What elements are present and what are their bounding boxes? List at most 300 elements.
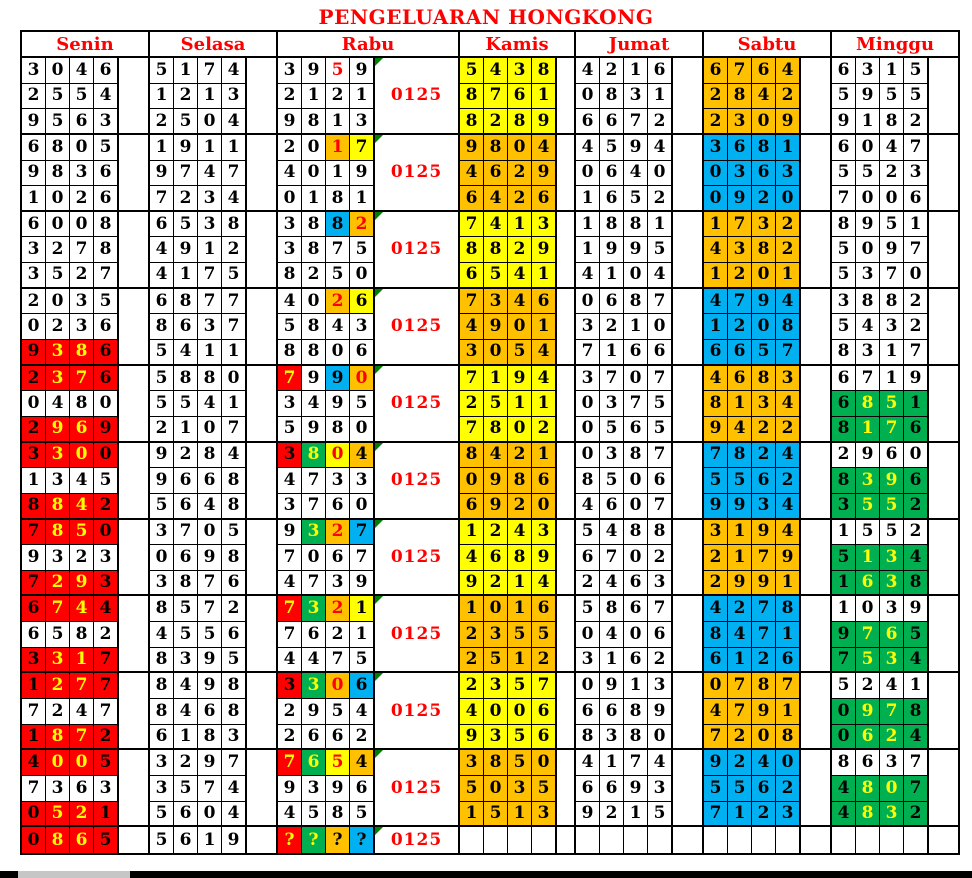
digit-cell: 8 [624, 699, 648, 725]
digit-cell: 6 [624, 596, 648, 622]
digit-cell: 3 [856, 58, 880, 84]
day-block-minggu [830, 32, 958, 853]
digit-cell: 4 [70, 596, 94, 622]
digit-cell: 3 [904, 161, 928, 187]
digit-cell: 7 [904, 776, 928, 802]
digit-cell: 2 [484, 571, 508, 597]
digit-cell: 6 [460, 494, 484, 520]
digit-cell: 5 [648, 802, 672, 828]
digit-cell: 0 [576, 443, 600, 469]
digit-cell: 1 [174, 263, 198, 289]
digit-cell: 9 [46, 417, 70, 443]
digit-cell: 4 [648, 135, 672, 161]
digit-cell: 1 [880, 58, 904, 84]
digit-cell: 2 [326, 289, 350, 315]
digit-cell: 3 [46, 366, 70, 392]
digit-cell: 3 [728, 161, 752, 187]
digit-cell: 9 [856, 699, 880, 725]
digit-cell: 8 [326, 417, 350, 443]
digit-cell: 3 [278, 443, 302, 469]
digit-cell: 5 [46, 84, 70, 110]
digit-cell: 5 [222, 520, 246, 546]
digit-cell: 9 [222, 827, 246, 853]
digit-cell: 3 [22, 648, 46, 674]
digit-cell [576, 827, 600, 853]
digit-cell: 0 [484, 699, 508, 725]
digit-cell: 8 [222, 545, 246, 571]
digit-cell [856, 827, 880, 853]
digit-cell: 8 [460, 84, 484, 110]
digit-cell: 6 [752, 468, 776, 494]
digit-cell: 6 [532, 725, 556, 751]
digit-cell: 3 [484, 289, 508, 315]
digit-cell: 4 [94, 596, 118, 622]
digit-cell: 8 [460, 237, 484, 263]
digit-cell: 4 [704, 366, 728, 392]
digit-cell: 5 [94, 468, 118, 494]
digit-cell: 2 [776, 212, 800, 238]
digit-cell: 2 [752, 648, 776, 674]
digit-cell: 5 [856, 161, 880, 187]
code-cell [374, 827, 458, 853]
digit-cell: 8 [484, 135, 508, 161]
digit-cell: 9 [752, 289, 776, 315]
digit-cell: 3 [880, 648, 904, 674]
digit-cell [600, 827, 624, 853]
digit-cell: 6 [22, 596, 46, 622]
digit-cell: 7 [624, 391, 648, 417]
digit-cell: 5 [94, 289, 118, 315]
digit-cell: 9 [22, 161, 46, 187]
digit-cell: 4 [484, 212, 508, 238]
digit-cell: 0 [576, 622, 600, 648]
digit-cell: 5 [508, 673, 532, 699]
digit-cell: 9 [776, 109, 800, 135]
digit-cell: 0 [752, 314, 776, 340]
digit-cell: 1 [532, 84, 556, 110]
digit-cell: 3 [302, 776, 326, 802]
digit-cell: 7 [752, 596, 776, 622]
digit-cell: 2 [302, 263, 326, 289]
digit-cell: 5 [832, 545, 856, 571]
digit-cell: 0 [198, 417, 222, 443]
digit-cell: 9 [278, 776, 302, 802]
digit-cell: 5 [150, 58, 174, 84]
digit-cell: 3 [70, 314, 94, 340]
digit-cell: 5 [484, 263, 508, 289]
digit-cell: 5 [350, 237, 374, 263]
spacer-cell [800, 750, 830, 827]
digit-cell: 4 [832, 776, 856, 802]
digit-cell: 2 [880, 161, 904, 187]
digit-cell [532, 827, 556, 853]
spacer-cell [672, 750, 702, 827]
digit-cell: 2 [278, 135, 302, 161]
digit-cell: 5 [94, 750, 118, 776]
digit-cell: 0 [752, 725, 776, 751]
digit-cell: 1 [174, 417, 198, 443]
digit-cell: 9 [856, 443, 880, 469]
digit-cell: 4 [532, 366, 556, 392]
digit-cell: 5 [904, 84, 928, 110]
digit-cell: 0 [70, 443, 94, 469]
digit-cell: 5 [278, 417, 302, 443]
spacer-cell [928, 520, 958, 597]
digit-cell: 2 [222, 237, 246, 263]
digit-cell: 3 [46, 443, 70, 469]
spacer-cell [672, 443, 702, 520]
digit-cell: 5 [728, 776, 752, 802]
digit-cell: 3 [222, 725, 246, 751]
digit-cell: 1 [508, 212, 532, 238]
digit-cell [704, 827, 728, 853]
spacer-cell [672, 135, 702, 212]
digit-cell: 4 [326, 314, 350, 340]
digit-cell: 0 [752, 109, 776, 135]
digit-cell: 2 [70, 263, 94, 289]
digit-cell: 1 [70, 648, 94, 674]
digit-cell: 0 [576, 391, 600, 417]
digit-cell: 4 [704, 237, 728, 263]
digit-cell: 1 [508, 802, 532, 828]
digit-cell: 3 [46, 648, 70, 674]
digit-cell: 0 [302, 135, 326, 161]
digit-cell: 6 [198, 468, 222, 494]
day-header-jumat: Jumat [576, 32, 702, 58]
digit-cell: 6 [460, 186, 484, 212]
digit-cell: 1 [704, 212, 728, 238]
digit-cell: 7 [22, 520, 46, 546]
spacer-cell [928, 366, 958, 443]
digit-cell: 8 [532, 58, 556, 84]
digit-cell: 1 [350, 596, 374, 622]
digit-cell: 8 [832, 750, 856, 776]
digit-cell: 1 [198, 237, 222, 263]
digit-cell: 3 [46, 468, 70, 494]
digit-cell: 7 [648, 596, 672, 622]
digit-cell: 4 [532, 340, 556, 366]
digit-cell: 3 [94, 109, 118, 135]
digit-cell: 7 [174, 161, 198, 187]
digit-cell: 8 [880, 109, 904, 135]
digit-cell: 4 [752, 750, 776, 776]
digit-cell: 4 [576, 494, 600, 520]
scrollbar-thumb[interactable] [18, 871, 130, 878]
digit-cell: 4 [532, 571, 556, 597]
digit-cell: 8 [70, 340, 94, 366]
spacer-cell [928, 135, 958, 212]
digit-cell: 8 [704, 622, 728, 648]
digit-cell: 2 [600, 58, 624, 84]
digit-cell: 7 [326, 237, 350, 263]
digit-cell: 9 [198, 750, 222, 776]
digit-cell: 8 [326, 212, 350, 238]
digit-cell: 1 [832, 571, 856, 597]
digit-cell: 5 [880, 84, 904, 110]
digit-cell: 4 [350, 699, 374, 725]
error-triangle-icon [375, 135, 383, 143]
digit-cell: 7 [460, 212, 484, 238]
spacer-cell [556, 135, 574, 212]
digit-cell: 0 [624, 468, 648, 494]
digit-cell: 5 [46, 109, 70, 135]
digit-cell: 1 [150, 135, 174, 161]
spacer-cell [672, 673, 702, 750]
digit-cell: 8 [624, 212, 648, 238]
digit-cell: 1 [624, 802, 648, 828]
digit-cell: 2 [576, 571, 600, 597]
digit-cell: 5 [880, 520, 904, 546]
digit-cell: 7 [728, 699, 752, 725]
digit-cell: 6 [94, 340, 118, 366]
digit-cell: 9 [532, 161, 556, 187]
spacer-cell [928, 58, 958, 135]
digit-cell: 3 [94, 571, 118, 597]
spacer-cell [928, 443, 958, 520]
digit-cell: 3 [278, 212, 302, 238]
spacer-cell [118, 212, 148, 289]
code-label: 0125 [390, 316, 443, 337]
code-label: 0125 [390, 162, 443, 183]
digit-cell: 7 [70, 725, 94, 751]
digit-cell: 9 [508, 366, 532, 392]
digit-cell: 2 [70, 802, 94, 828]
digit-cell: 6 [94, 314, 118, 340]
digit-cell: 7 [704, 725, 728, 751]
digit-cell: 6 [856, 725, 880, 751]
digit-cell: 0 [350, 417, 374, 443]
digit-cell: 9 [302, 699, 326, 725]
digit-cell: 7 [326, 648, 350, 674]
digit-cell [776, 827, 800, 853]
digit-cell: 2 [350, 212, 374, 238]
digit-cell: 8 [832, 468, 856, 494]
digit-cell: 8 [302, 443, 326, 469]
digit-cell: 6 [150, 289, 174, 315]
digit-cell: 8 [278, 263, 302, 289]
digit-cell: 9 [460, 725, 484, 751]
digit-cell: 7 [904, 750, 928, 776]
digit-cell: 1 [728, 648, 752, 674]
digit-cell: 1 [576, 212, 600, 238]
day-header-kamis: Kamis [460, 32, 574, 58]
digit-cell: 4 [508, 520, 532, 546]
digit-cell: 8 [576, 468, 600, 494]
digit-cell: 1 [222, 135, 246, 161]
spacer-cell [800, 135, 830, 212]
digit-cell: 8 [880, 289, 904, 315]
digit-cell: 6 [648, 58, 672, 84]
digit-cell: 8 [904, 571, 928, 597]
digit-cell: 5 [222, 263, 246, 289]
digit-cell: 6 [150, 212, 174, 238]
digit-cell: 0 [880, 186, 904, 212]
digit-cell: 9 [576, 802, 600, 828]
digit-cell: 7 [880, 263, 904, 289]
digit-cell: 5 [350, 391, 374, 417]
digit-cell: 0 [484, 340, 508, 366]
digit-cell: 0 [508, 135, 532, 161]
digit-cell: 9 [728, 571, 752, 597]
digit-cell: 7 [648, 443, 672, 469]
digit-cell: 3 [648, 571, 672, 597]
digit-cell: 6 [222, 571, 246, 597]
digit-cell: 6 [302, 725, 326, 751]
digit-cell: 6 [350, 673, 374, 699]
digit-cell: 8 [150, 648, 174, 674]
horizontal-scrollbar[interactable] [0, 871, 972, 878]
digit-cell: ? [326, 827, 350, 853]
digit-cell: 2 [904, 314, 928, 340]
digit-cell: 5 [508, 340, 532, 366]
digit-cell: 4 [460, 314, 484, 340]
digit-cell: 0 [576, 289, 600, 315]
digit-cell: 3 [150, 750, 174, 776]
digit-cell: 1 [624, 58, 648, 84]
digit-cell: 2 [326, 622, 350, 648]
digit-cell: 6 [460, 263, 484, 289]
digit-cell: 8 [856, 289, 880, 315]
digit-cell: 9 [832, 622, 856, 648]
digit-cell: 5 [460, 58, 484, 84]
digit-cell: 0 [22, 827, 46, 853]
digit-cell: 0 [46, 58, 70, 84]
spacer-cell [672, 827, 702, 853]
digit-cell: 1 [508, 648, 532, 674]
digit-cell: 5 [460, 776, 484, 802]
digit-cell: 8 [46, 827, 70, 853]
digit-cell: 9 [198, 648, 222, 674]
digit-cell: 8 [832, 212, 856, 238]
digit-cell: 9 [70, 571, 94, 597]
digit-cell: 8 [302, 109, 326, 135]
error-triangle-icon [375, 750, 383, 758]
digit-cell: 9 [22, 340, 46, 366]
digit-cell: 0 [46, 212, 70, 238]
spacer-cell [800, 443, 830, 520]
digit-cell: 1 [904, 673, 928, 699]
digit-cell: 3 [278, 494, 302, 520]
digit-cell: 2 [776, 84, 800, 110]
digit-cell: 7 [350, 520, 374, 546]
digit-cell: 6 [904, 186, 928, 212]
digit-cell: 4 [460, 161, 484, 187]
digit-cell: 0 [222, 366, 246, 392]
digit-cell: 8 [94, 237, 118, 263]
digit-cell: 1 [508, 391, 532, 417]
digit-cell: 2 [94, 494, 118, 520]
digit-cell: 0 [904, 443, 928, 469]
digit-cell: 3 [752, 391, 776, 417]
digit-cell: 4 [278, 161, 302, 187]
spacer-cell [118, 443, 148, 520]
digit-cell: 2 [46, 237, 70, 263]
digit-cell: 2 [728, 750, 752, 776]
digit-cell: 3 [350, 468, 374, 494]
code-cell [374, 135, 458, 212]
digit-cell: 2 [46, 699, 70, 725]
digit-cell: 1 [460, 520, 484, 546]
digit-cell: 5 [752, 340, 776, 366]
digit-cell: 2 [350, 725, 374, 751]
digit-cell: 7 [776, 340, 800, 366]
digit-cell: 0 [576, 417, 600, 443]
digit-cell [460, 827, 484, 853]
digit-cell: 7 [198, 596, 222, 622]
digit-cell: 7 [648, 494, 672, 520]
digit-cell: 5 [150, 391, 174, 417]
digit-cell: 3 [278, 391, 302, 417]
digit-cell: 3 [880, 596, 904, 622]
digit-cell: 3 [704, 135, 728, 161]
digit-cell: 9 [704, 494, 728, 520]
spacer-cell [246, 520, 276, 597]
digit-cell: 1 [728, 391, 752, 417]
digit-cell: 9 [278, 520, 302, 546]
digit-cell: 8 [46, 494, 70, 520]
digit-cell: 0 [532, 494, 556, 520]
digit-cell: 5 [832, 161, 856, 187]
digit-cell: 6 [752, 161, 776, 187]
digit-cell: 7 [278, 596, 302, 622]
digit-cell: 6 [648, 622, 672, 648]
digit-cell: 6 [880, 443, 904, 469]
digit-cell: 0 [624, 366, 648, 392]
day-block-selasa [148, 32, 276, 853]
digit-cell: 4 [460, 545, 484, 571]
day-block-senin [22, 32, 148, 853]
code-label: 0125 [390, 470, 443, 491]
digit-cell: 6 [174, 314, 198, 340]
digit-cell: 0 [508, 417, 532, 443]
digit-cell: 4 [704, 699, 728, 725]
digit-cell: 6 [22, 212, 46, 238]
digit-cell: 2 [94, 622, 118, 648]
digit-cell: 8 [648, 520, 672, 546]
digit-cell: 8 [22, 494, 46, 520]
digit-cell: 7 [278, 366, 302, 392]
digit-cell: 7 [198, 263, 222, 289]
digit-cell: 1 [94, 802, 118, 828]
digit-cell: 5 [904, 58, 928, 84]
digit-cell: 8 [278, 340, 302, 366]
digit-cell: 1 [776, 571, 800, 597]
digit-cell: 3 [880, 545, 904, 571]
digit-cell: 9 [484, 468, 508, 494]
digit-cell: 6 [94, 186, 118, 212]
digit-cell: 7 [22, 776, 46, 802]
digit-cell: 8 [326, 186, 350, 212]
digit-cell: 9 [752, 520, 776, 546]
digit-cell: 0 [94, 520, 118, 546]
digit-cell: 6 [22, 135, 46, 161]
digit-cell: 4 [350, 443, 374, 469]
digit-cell: 2 [22, 289, 46, 315]
digit-cell: 5 [326, 750, 350, 776]
digit-cell: 6 [532, 596, 556, 622]
digit-cell: 7 [856, 622, 880, 648]
spacer-cell [800, 289, 830, 366]
digit-cell: 5 [856, 494, 880, 520]
digit-cell: 8 [624, 520, 648, 546]
digit-cell: 6 [532, 186, 556, 212]
digit-cell: 2 [46, 571, 70, 597]
digit-cell: 1 [326, 135, 350, 161]
digit-cell: 4 [94, 84, 118, 110]
digit-cell: 8 [326, 802, 350, 828]
digit-cell: 2 [508, 494, 532, 520]
digit-cell: 0 [94, 443, 118, 469]
